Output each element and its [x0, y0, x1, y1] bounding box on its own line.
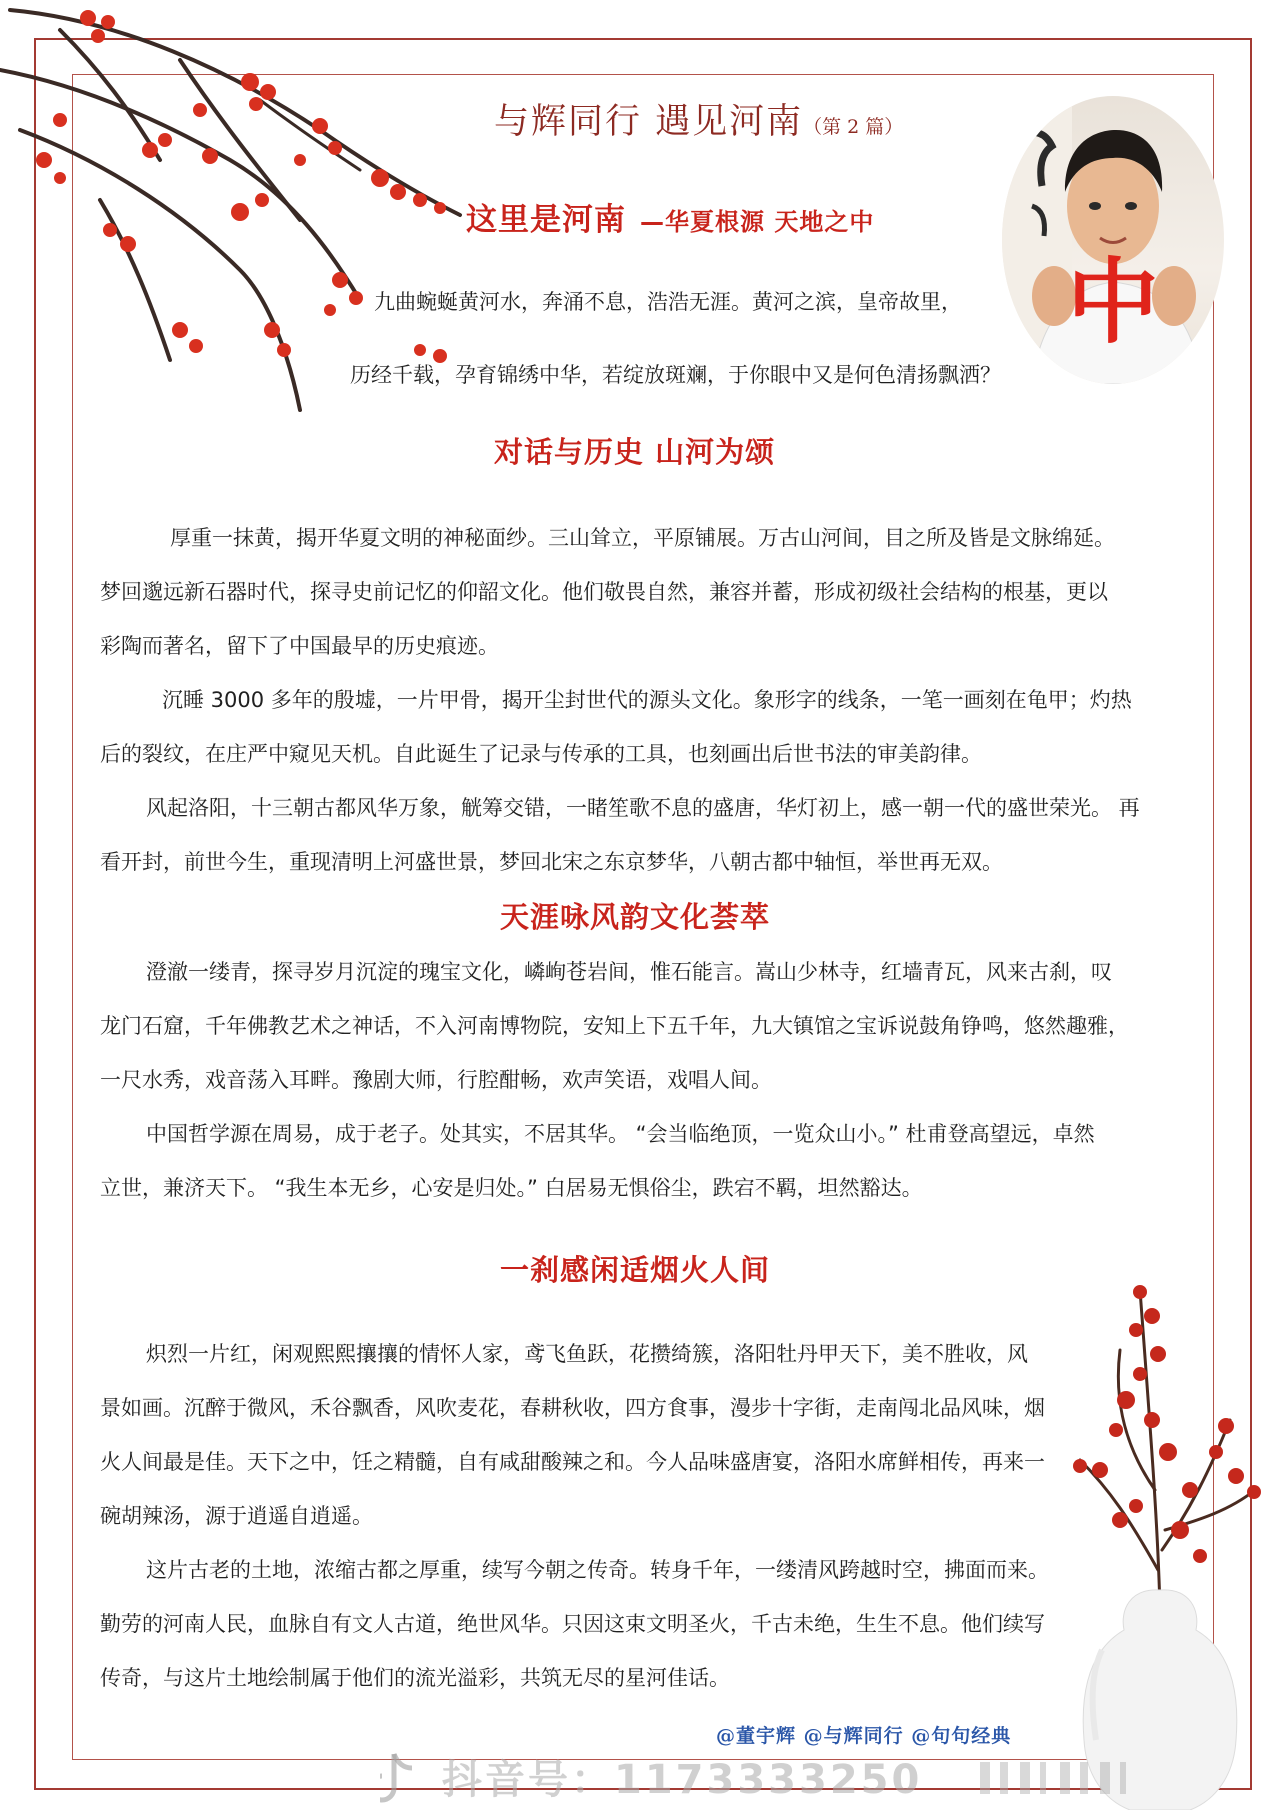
- paragraph-line: 传奇，与这片土地绘制属于他们的流光溢彩，共筑无尽的星河佳话。: [100, 1666, 730, 1690]
- paragraph-line: 九曲蜿蜒黄河水，奔涌不息，浩浩无涯。黄河之滨，皇帝故里，: [374, 290, 962, 314]
- watermark-text: 抖音号：1173333250: [442, 1757, 923, 1803]
- section-heading-history: 对话与历史 山河为颂: [494, 435, 776, 469]
- paragraph-line: 立世，兼济天下。 “我生本无乡，心安是归处。” 白居易无惧俗尘，跌宕不羁，坦然豁达。: [100, 1176, 923, 1200]
- paragraph-line: 厚重一抹黄，揭开华夏文明的神秘面纱。三山耸立，平原铺展。万古山河间，目之所及皆是文脉绵延。: [170, 526, 1115, 550]
- paragraph-line: 看开封，前世今生，重现清明上河盛世景，梦回北宋之东京梦华，八朝古都中轴恒，举世再无双。: [100, 850, 1003, 874]
- page-title-text: 与辉同行 遇见河南: [494, 102, 804, 142]
- paragraph-line: 风起洛阳，十三朝古都风华万象，觥筹交错，一睹笙歌不息的盛唐，华灯初上，感一朝一代的盛世荣光。 再: [146, 796, 1140, 820]
- issue-label: （第 2 篇）: [803, 116, 904, 138]
- paragraph-line: 澄澈一缕青，探寻岁月沉淀的瑰宝文化，嶙峋苍岩间，惟石能言。嵩山少林寺，红墙青瓦，风来古刹，叹: [146, 960, 1112, 984]
- paragraph-line: 历经千载，孕育锦绣中华，若绽放斑斓，于你眼中又是何色清扬飘洒？: [350, 363, 1001, 387]
- paragraph-line: 沉睡 3000 多年的殷墟，一片甲骨，揭开尘封世代的源头文化。象形字的线条，一笔一画刻在龟甲；灼热: [162, 688, 1132, 712]
- paragraph-line: 这片古老的土地，浓缩古都之厚重，续写今朝之传奇。转身千年，一缕清风跨越时空，拂面而来。: [146, 1558, 1049, 1582]
- paragraph-line: 碗胡辣汤，源于逍遥自逍遥。: [100, 1504, 373, 1528]
- section-heading-henan: [466, 194, 874, 239]
- paragraph-line: 彩陶而著名，留下了中国最早的历史痕迹。: [100, 634, 499, 658]
- section-heading-henan-title: 这里是河南: [466, 202, 626, 238]
- paragraph-line: 勤劳的河南人民，血脉自有文人古道，绝世风华。只因这束文明圣火，千古未绝，生生不息。他们续写: [100, 1612, 1045, 1636]
- paragraph-line: 龙门石窟，千年佛教艺术之神话，不入河南博物院，安知上下五千年，九大镇馆之宝诉说鼓角铮鸣，悠然趣雅，: [100, 1014, 1129, 1038]
- paragraph-line: 炽烈一片红，闲观熙熙攘攘的情怀人家，鸢飞鱼跃，花攒绮簇，洛阳牡丹甲天下，美不胜收，风: [146, 1342, 1028, 1366]
- paragraph-line: 景如画。沉醉于微风，禾谷飘香，风吹麦花，春耕秋收，四方食事，漫步十字街，走南闯北品风味，烟: [100, 1396, 1045, 1420]
- paragraph-line: 火人间最是佳。天下之中，饪之精髓，自有咸甜酸辣之和。今人品味盛唐宴，洛阳水席鲜相传，再来一: [100, 1450, 1045, 1474]
- section-heading-henan-subtitle: —华夏根源 天地之中: [640, 208, 875, 236]
- paragraph-line: 梦回邈远新石器时代，探寻史前记忆的仰韶文化。他们敬畏自然，兼容并蓄，形成初级社会结构的根基，更以: [100, 580, 1108, 604]
- section-heading-daily-life: 一刹感闲适烟火人间: [500, 1253, 771, 1287]
- page-title: [494, 94, 903, 144]
- paragraph-line: 后的裂纹，在庄严中窥见天机。自此诞生了记录与传承的工具，也刻画出后世书法的审美韵律。: [100, 742, 982, 766]
- zhong-emblem: 中: [1066, 249, 1160, 356]
- author-handles: @董宇辉 @与辉同行 @句句经典: [716, 1725, 1012, 1747]
- host-portrait-photo: [1002, 96, 1224, 384]
- section-heading-culture: 天涯咏风韵文化荟萃: [500, 900, 771, 934]
- paragraph-line: 一尺水秀，戏音荡入耳畔。豫剧大师，行腔酣畅，欢声笑语，戏唱人间。: [100, 1068, 772, 1092]
- vase-illustration: [1040, 1270, 1280, 1810]
- paragraph-line: 中国哲学源在周易，成于老子。处其实，不居其华。 “会当临绝顶，一览众山小。” 杜甫登高望远，卓然: [146, 1122, 1095, 1146]
